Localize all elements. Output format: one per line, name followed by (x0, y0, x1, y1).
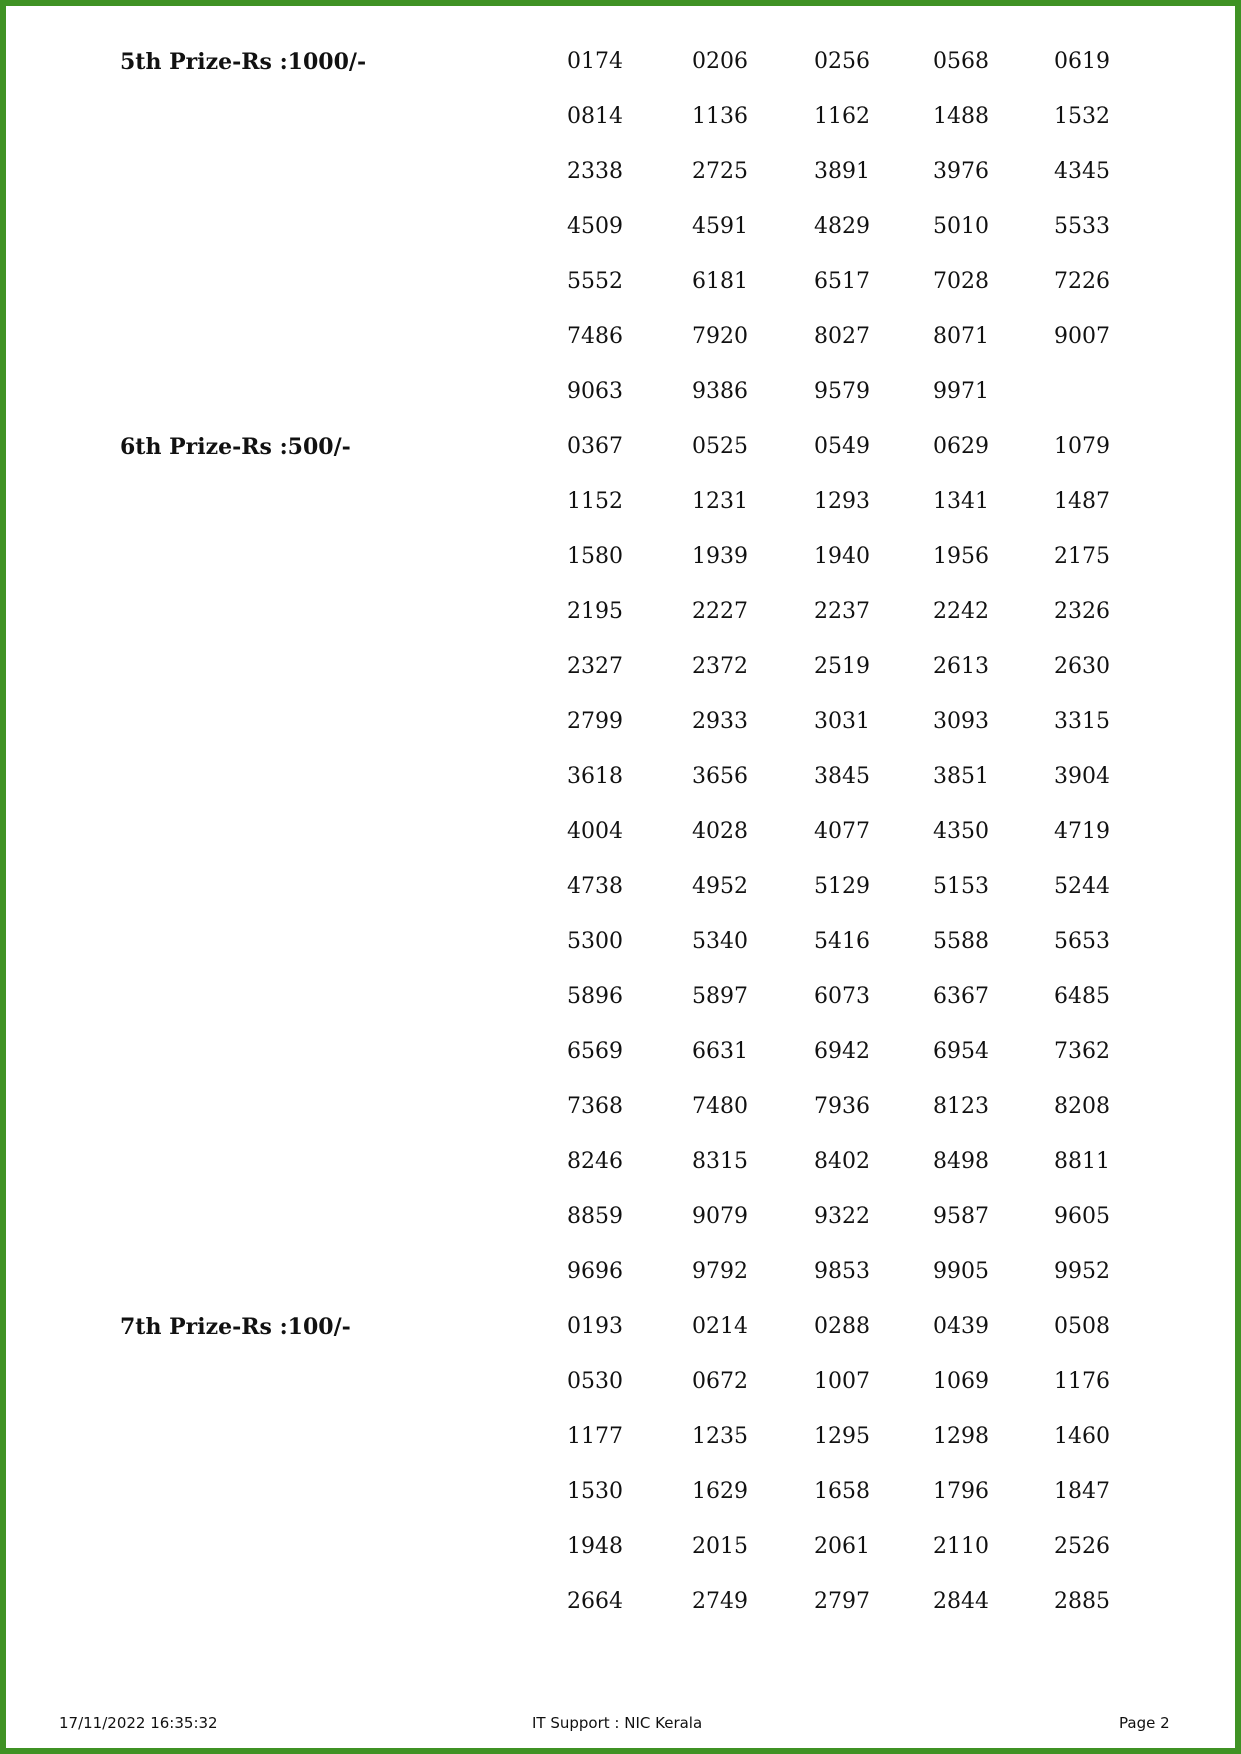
winning-number: 5416 (814, 929, 870, 954)
winning-number: 3851 (933, 764, 989, 789)
prize-label: 7th Prize-Rs :100/- (120, 1314, 351, 1340)
winning-number: 7028 (933, 269, 989, 294)
winning-number: 0525 (692, 434, 748, 459)
winning-number: 1948 (567, 1534, 623, 1559)
winning-number: 9386 (692, 379, 748, 404)
winning-number: 8246 (567, 1149, 623, 1174)
winning-number: 4350 (933, 819, 989, 844)
winning-number: 9905 (933, 1259, 989, 1284)
winning-number: 9792 (692, 1259, 748, 1284)
winning-number: 2885 (1054, 1589, 1110, 1614)
winning-number: 0530 (567, 1369, 623, 1394)
winning-number: 9853 (814, 1259, 870, 1284)
winning-number: 6073 (814, 984, 870, 1009)
winning-number: 3093 (933, 709, 989, 734)
winning-number: 5010 (933, 214, 989, 239)
winning-number: 0814 (567, 104, 623, 129)
winning-number: 2933 (692, 709, 748, 734)
winning-number: 6181 (692, 269, 748, 294)
winning-number: 4077 (814, 819, 870, 844)
winning-number: 5653 (1054, 929, 1110, 954)
winning-number: 0619 (1054, 49, 1110, 74)
winning-number: 0568 (933, 49, 989, 74)
winning-number: 3891 (814, 159, 870, 184)
winning-number: 4028 (692, 819, 748, 844)
winning-number: 5588 (933, 929, 989, 954)
winning-number: 1939 (692, 544, 748, 569)
winning-number: 1530 (567, 1479, 623, 1504)
winning-number: 1176 (1054, 1369, 1110, 1394)
winning-number: 4738 (567, 874, 623, 899)
winning-number: 8402 (814, 1149, 870, 1174)
winning-number: 5300 (567, 929, 623, 954)
winning-number: 1460 (1054, 1424, 1110, 1449)
winning-number: 8208 (1054, 1094, 1110, 1119)
winning-number: 7480 (692, 1094, 748, 1119)
winning-number: 1293 (814, 489, 870, 514)
winning-number: 6954 (933, 1039, 989, 1064)
winning-number: 8315 (692, 1149, 748, 1174)
winning-number: 1488 (933, 104, 989, 129)
winning-number: 1487 (1054, 489, 1110, 514)
winning-number: 0439 (933, 1314, 989, 1339)
winning-number: 9971 (933, 379, 989, 404)
winning-number: 3904 (1054, 764, 1110, 789)
winning-number: 4591 (692, 214, 748, 239)
winning-number: 5244 (1054, 874, 1110, 899)
winning-number: 6485 (1054, 984, 1110, 1009)
winning-number: 7486 (567, 324, 623, 349)
winning-number: 2175 (1054, 544, 1110, 569)
winning-number: 7368 (567, 1094, 623, 1119)
winning-number: 4952 (692, 874, 748, 899)
footer-support: IT Support : NIC Kerala (532, 1714, 703, 1732)
winning-number: 3656 (692, 764, 748, 789)
winning-number: 1298 (933, 1424, 989, 1449)
winning-number: 1629 (692, 1479, 748, 1504)
winning-number: 9605 (1054, 1204, 1110, 1229)
winning-number: 6942 (814, 1039, 870, 1064)
winning-number: 3976 (933, 159, 989, 184)
winning-number: 1532 (1054, 104, 1110, 129)
winning-number: 9007 (1054, 324, 1110, 349)
winning-number: 1007 (814, 1369, 870, 1394)
winning-number: 8071 (933, 324, 989, 349)
winning-number: 2725 (692, 159, 748, 184)
winning-number: 3618 (567, 764, 623, 789)
winning-number: 1658 (814, 1479, 870, 1504)
winning-number: 2195 (567, 599, 623, 624)
winning-number: 9322 (814, 1204, 870, 1229)
winning-number: 1162 (814, 104, 870, 129)
winning-number: 1069 (933, 1369, 989, 1394)
winning-number: 0174 (567, 49, 623, 74)
winning-number: 0214 (692, 1314, 748, 1339)
winning-number: 6517 (814, 269, 870, 294)
winning-number: 8811 (1054, 1149, 1110, 1174)
winning-number: 8027 (814, 324, 870, 349)
winning-number: 5129 (814, 874, 870, 899)
winning-number: 6367 (933, 984, 989, 1009)
winning-number: 2061 (814, 1534, 870, 1559)
winning-number: 9952 (1054, 1259, 1110, 1284)
winning-number: 2526 (1054, 1534, 1110, 1559)
winning-number: 0256 (814, 49, 870, 74)
winning-number: 5153 (933, 874, 989, 899)
winning-number: 2237 (814, 599, 870, 624)
winning-number: 2797 (814, 1589, 870, 1614)
winning-number: 2749 (692, 1589, 748, 1614)
winning-number: 2242 (933, 599, 989, 624)
winning-number: 5533 (1054, 214, 1110, 239)
winning-number: 0288 (814, 1314, 870, 1339)
winning-number: 1136 (692, 104, 748, 129)
winning-number: 1235 (692, 1424, 748, 1449)
footer-page-number: Page 2 (1119, 1714, 1170, 1732)
winning-number: 2799 (567, 709, 623, 734)
winning-number: 9587 (933, 1204, 989, 1229)
winning-number: 5897 (692, 984, 748, 1009)
winning-number: 2338 (567, 159, 623, 184)
winning-number: 0672 (692, 1369, 748, 1394)
winning-number: 9579 (814, 379, 870, 404)
winning-number: 0629 (933, 434, 989, 459)
prize-label: 6th Prize-Rs :500/- (120, 434, 351, 460)
winning-number: 2519 (814, 654, 870, 679)
winning-number: 2110 (933, 1534, 989, 1559)
winning-number: 0206 (692, 49, 748, 74)
prize-label: 5th Prize-Rs :1000/- (120, 49, 367, 75)
winning-number: 2327 (567, 654, 623, 679)
winning-number: 2227 (692, 599, 748, 624)
winning-number: 1079 (1054, 434, 1110, 459)
winning-number: 9079 (692, 1204, 748, 1229)
winning-number: 8498 (933, 1149, 989, 1174)
winning-number: 4829 (814, 214, 870, 239)
winning-number: 1295 (814, 1424, 870, 1449)
footer-datetime: 17/11/2022 16:35:32 (59, 1714, 218, 1732)
winning-number: 9063 (567, 379, 623, 404)
winning-number: 5896 (567, 984, 623, 1009)
winning-number: 1796 (933, 1479, 989, 1504)
winning-number: 8123 (933, 1094, 989, 1119)
winning-number: 4345 (1054, 159, 1110, 184)
winning-number: 8859 (567, 1204, 623, 1229)
winning-number: 0367 (567, 434, 623, 459)
winning-number: 4719 (1054, 819, 1110, 844)
winning-number: 5552 (567, 269, 623, 294)
winning-number: 1580 (567, 544, 623, 569)
winning-number: 3315 (1054, 709, 1110, 734)
winning-number: 1847 (1054, 1479, 1110, 1504)
winning-number: 6631 (692, 1039, 748, 1064)
winning-number: 3845 (814, 764, 870, 789)
winning-number: 2015 (692, 1534, 748, 1559)
winning-number: 2372 (692, 654, 748, 679)
winning-number: 7920 (692, 324, 748, 349)
winning-number: 0549 (814, 434, 870, 459)
winning-number: 0508 (1054, 1314, 1110, 1339)
winning-number: 1341 (933, 489, 989, 514)
winning-number: 1177 (567, 1424, 623, 1449)
winning-number: 7362 (1054, 1039, 1110, 1064)
winning-number: 2613 (933, 654, 989, 679)
winning-number: 1152 (567, 489, 623, 514)
winning-number: 4509 (567, 214, 623, 239)
winning-number: 2630 (1054, 654, 1110, 679)
winning-number: 2326 (1054, 599, 1110, 624)
winning-number: 2664 (567, 1589, 623, 1614)
winning-number: 1956 (933, 544, 989, 569)
winning-number: 3031 (814, 709, 870, 734)
winning-number: 1231 (692, 489, 748, 514)
winning-number: 2844 (933, 1589, 989, 1614)
winning-number: 0193 (567, 1314, 623, 1339)
winning-number: 7226 (1054, 269, 1110, 294)
winning-number: 7936 (814, 1094, 870, 1119)
winning-number: 5340 (692, 929, 748, 954)
winning-number: 1940 (814, 544, 870, 569)
winning-number: 6569 (567, 1039, 623, 1064)
winning-number: 4004 (567, 819, 623, 844)
winning-number: 9696 (567, 1259, 623, 1284)
